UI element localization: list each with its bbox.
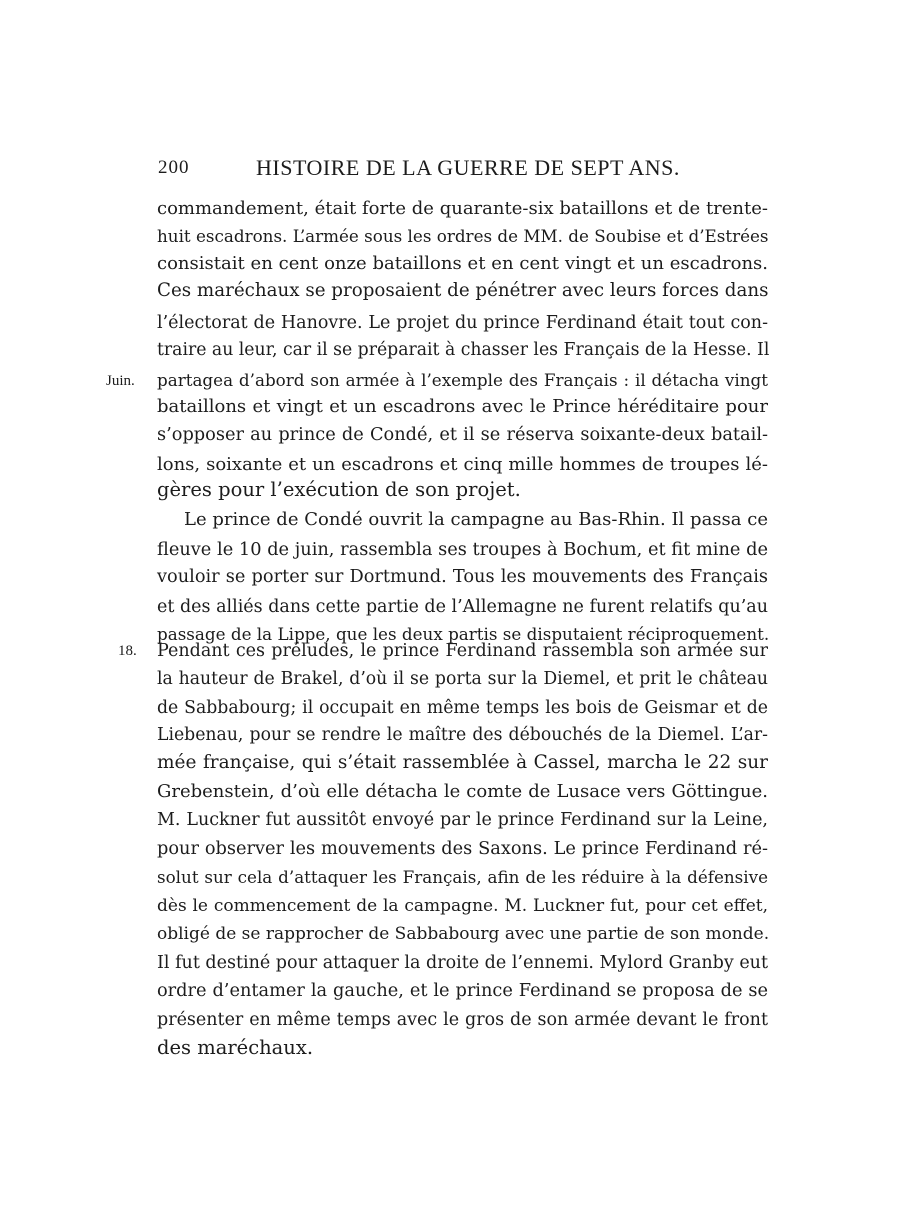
text-line: Grebenstein, d’où elle détacha le comte de Lusace vers Göttingue. — [157, 781, 768, 802]
text-line: s’opposer au prince de Condé, et il se réserva soixante-deux batail- — [157, 425, 768, 445]
text-line: traire au leur, car il se préparait à chasser les Français de la Hesse. Il — [157, 340, 770, 360]
page-header — [158, 155, 768, 185]
text-line: passage de la Lippe, que les deux partis se disputaient réciproquement. — [157, 624, 770, 644]
text-line: Pendant ces préludes, le prince Ferdinand rassembla son armée sur — [157, 641, 768, 661]
text-line: Le prince de Condé ouvrit la campagne au Bas-Rhin. Il passa ce — [184, 509, 768, 530]
text-line: gères pour l’exécution de son projet. — [157, 478, 521, 501]
margin-note-juin: Juin. — [106, 373, 135, 389]
text-line: bataillons et vingt et un escadrons avec le Prince héréditaire pour — [157, 396, 768, 417]
page-number: 200 — [158, 157, 190, 178]
text-line: obligé de se rapprocher de Sabbabourg avec une partie de son monde. — [157, 924, 770, 944]
text-line: présenter en même temps avec le gros de son armée devant le front — [157, 1010, 768, 1030]
text-line: et des alliés dans cette partie de l’Allemagne ne furent relatifs qu’au — [157, 597, 768, 617]
text-line: fleuve le 10 de juin, rassembla ses troupes à Bochum, et fit mine de — [157, 540, 768, 560]
text-line: l’électorat de Hanovre. Le projet du prince Ferdinand était tout con- — [157, 313, 768, 333]
text-line: huit escadrons. L’armée sous les ordres de MM. de Soubise et d’Estrées — [157, 226, 769, 246]
margin-note-18: 18. — [118, 643, 137, 659]
text-line: pour observer les mouvements des Saxons. Le prince Ferdinand ré- — [157, 839, 768, 859]
text-line: mée française, qui s’était rassemblée à Cassel, marcha le 22 sur — [157, 752, 768, 773]
text-line: consistait en cent onze bataillons et en cent vingt et un escadrons. — [157, 253, 768, 274]
text-line: de Sabbabourg; il occupait en même temps les bois de Geismar et de — [157, 698, 768, 718]
running-title: HISTOIRE DE LA GUERRE DE SEPT ANS. — [256, 155, 680, 180]
text-line: partagea d’abord son armée à l’exemple des Français : il détacha vingt — [157, 370, 768, 390]
text-line: vouloir se porter sur Dortmund. Tous les mouvements des Français — [157, 567, 768, 587]
text-line: la hauteur de Brakel, d’où il se porta sur la Diemel, et prit le château — [157, 669, 768, 689]
text-line: Il fut destiné pour attaquer la droite de l’ennemi. Mylord Granby eut — [157, 953, 768, 973]
text-line: solut sur cela d’attaquer les Français, afin de les réduire à la défensive — [157, 867, 768, 887]
text-line: Liebenau, pour se rendre le maître des débouchés de la Diemel. L’ar- — [157, 725, 768, 745]
text-line: M. Luckner fut aussitôt envoyé par le prince Ferdinand sur la Leine, — [157, 810, 768, 830]
text-line: Ces maréchaux se proposaient de pénétrer avec leurs forces dans — [157, 280, 769, 301]
text-line: dès le commencement de la campagne. M. Luckner fut, pour cet effet, — [157, 896, 768, 916]
text-line: des maréchaux. — [157, 1036, 314, 1059]
text-line: ordre d’entamer la gauche, et le prince Ferdinand se proposa de se — [157, 981, 768, 1001]
text-line: commandement, était forte de quarante-six bataillons et de trente- — [157, 198, 768, 219]
text-line: lons, soixante et un escadrons et cinq mille hommes de troupes lé- — [157, 454, 768, 475]
